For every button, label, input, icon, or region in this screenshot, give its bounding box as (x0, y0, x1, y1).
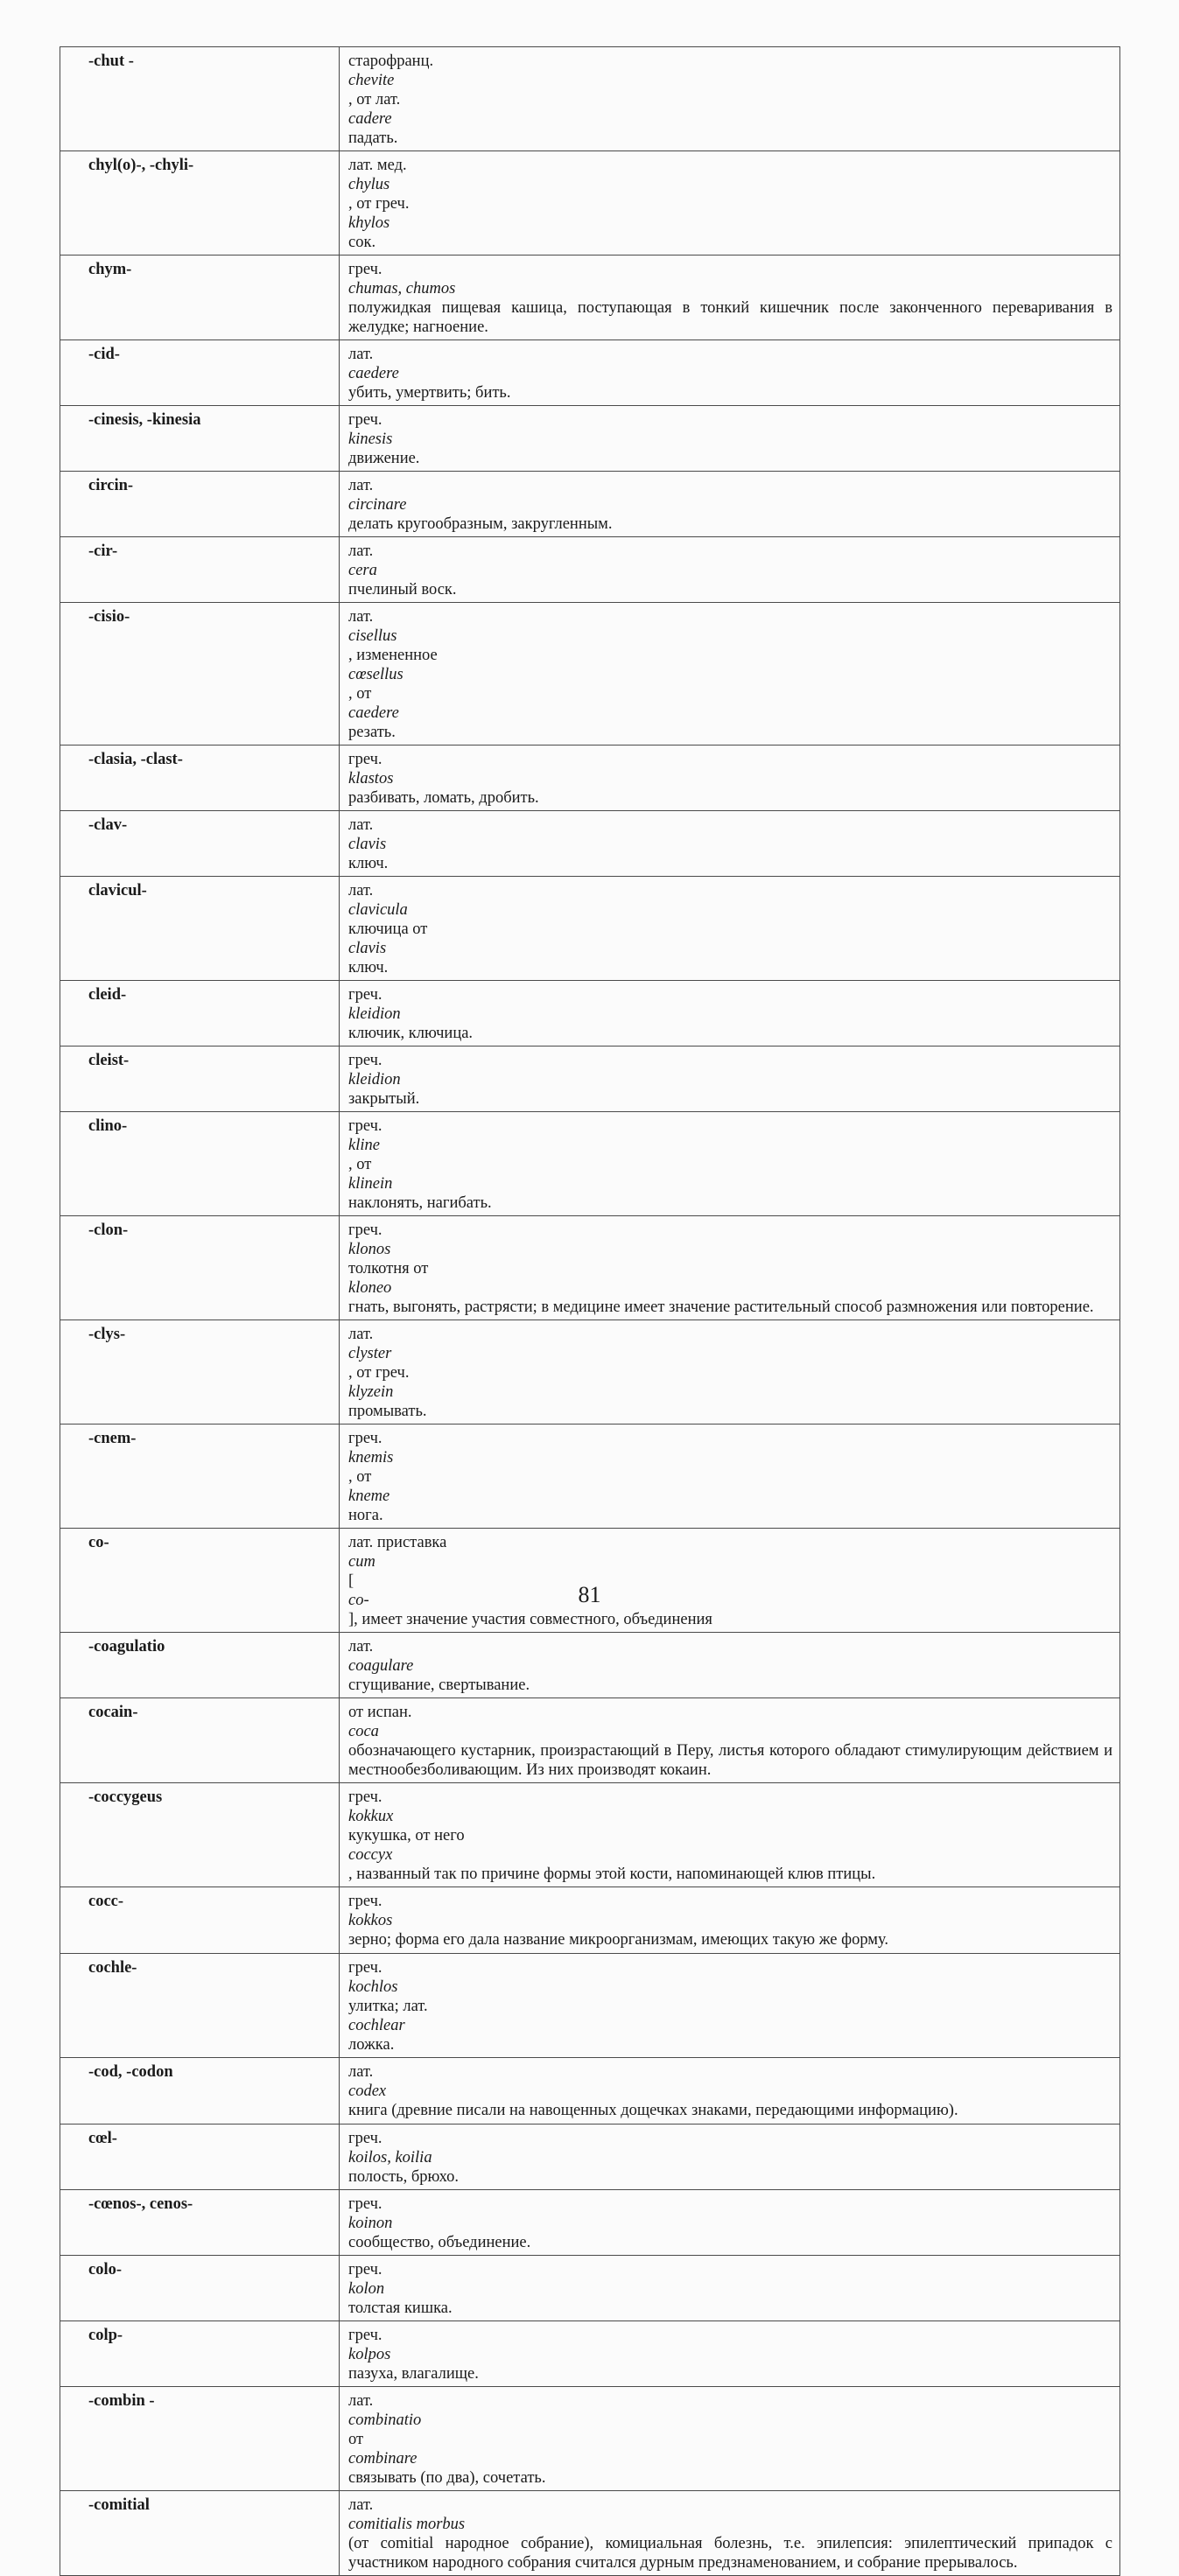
table-row (60, 2058, 1120, 2124)
term-text: chym- (88, 261, 132, 278)
table-row (60, 1046, 1120, 1112)
term-text: -cnem- (88, 1430, 137, 1447)
term-cell (60, 2190, 340, 2256)
definition-cell (340, 1424, 1120, 1529)
definition-cell (340, 1216, 1120, 1320)
table-row (60, 340, 1120, 406)
table-row (60, 472, 1120, 537)
term-text: -clys- (88, 1326, 126, 1343)
definition-segment: убить, умертвить; бить. (348, 384, 511, 402)
definition-cell (340, 47, 1120, 151)
definition-segment: лат. (348, 608, 374, 626)
definition-text (348, 542, 1112, 599)
definition-italic-segment: caedere (348, 704, 399, 722)
term-cell (60, 1112, 340, 1216)
definition-segment: , от греч. (348, 195, 410, 213)
definition-segment: (от comitial народное собрание), комициальная болезнь, т.е. эпилепсия: эпилептический припадок с участником народного собрания считался дурным предзнаменованием, и собрание прерывалось. (348, 2535, 1112, 2572)
term-cell (60, 877, 340, 981)
term-text: -cisio- (88, 608, 130, 626)
table-row (60, 2190, 1120, 2256)
definition-text (348, 1116, 1112, 1213)
definition-segment: греч. (348, 1117, 382, 1135)
definition-segment: греч. (348, 1222, 382, 1239)
definition-text (348, 881, 1112, 977)
term-cell (60, 537, 340, 603)
definition-italic-segment: cisellus (348, 627, 397, 645)
definition-segment: лат. (348, 542, 374, 560)
definition-segment: сгущивание, свертывание. (348, 1676, 530, 1694)
definition-segment: связывать (по два), сочетать. (348, 2469, 546, 2487)
definition-text (348, 1892, 1112, 1950)
definition-text (348, 1533, 1112, 1629)
definition-cell (340, 256, 1120, 340)
term-text: -chut - (88, 52, 134, 70)
definition-segment: кукушка, от него (348, 1827, 465, 1844)
definition-segment: толкотня от (348, 1260, 429, 1278)
table-row (60, 1424, 1120, 1529)
definition-segment: лат. (348, 1326, 374, 1343)
term-cell (60, 981, 340, 1046)
definition-segment: греч. (348, 261, 382, 278)
term-cell (60, 340, 340, 406)
definition-cell (340, 406, 1120, 472)
definition-cell (340, 2190, 1120, 2256)
definition-cell (340, 2387, 1120, 2491)
definition-cell (340, 151, 1120, 256)
definition-segment: полость, брюхо. (348, 2168, 460, 2186)
table-row (60, 1320, 1120, 1424)
term-text: cochle- (88, 1959, 137, 1977)
definition-segment: резать. (348, 724, 396, 741)
definition-italic-segment: chumas, chumos (348, 280, 456, 298)
definition-text (348, 2129, 1112, 2187)
definition-segment: [ (348, 1572, 354, 1590)
definition-italic-segment: klinein (348, 1175, 393, 1193)
definition-cell (340, 472, 1120, 537)
definition-segment: разбивать, ломать, дробить. (348, 789, 539, 807)
dictionary-table (60, 46, 1120, 2576)
definition-cell (340, 603, 1120, 746)
definition-segment: лат. (348, 1638, 374, 1656)
table-row (60, 2256, 1120, 2321)
term-cell (60, 47, 340, 151)
term-text: cleid- (88, 986, 127, 1004)
definition-text (348, 2391, 1112, 2488)
table-row (60, 746, 1120, 811)
definition-segment: закрытый. (348, 1090, 420, 1108)
definition-segment: греч. (348, 2130, 382, 2147)
definition-italic-segment: clavicula (348, 901, 408, 919)
table-row (60, 1633, 1120, 1698)
definition-text (348, 1637, 1112, 1695)
definition-cell (340, 1633, 1120, 1698)
definition-segment: лат. (348, 346, 374, 363)
definition-segment: греч. (348, 986, 382, 1004)
term-cell (60, 1633, 340, 1698)
term-cell (60, 1216, 340, 1320)
table-row (60, 2124, 1120, 2190)
definition-text (348, 816, 1112, 873)
definition-segment: промывать. (348, 1403, 427, 1420)
definition-italic-segment: chevite (348, 72, 395, 89)
table-row (60, 2387, 1120, 2491)
definition-segment: нога. (348, 1507, 383, 1524)
term-cell (60, 746, 340, 811)
term-text: cocc- (88, 1893, 124, 1910)
definition-segment: движение. (348, 450, 420, 467)
term-cell (60, 1887, 340, 1954)
definition-text (348, 260, 1112, 337)
term-cell (60, 2491, 340, 2576)
definition-italic-segment: koinon (348, 2215, 393, 2232)
definition-cell (340, 1529, 1120, 1633)
definition-italic-segment: cœsellus (348, 666, 404, 683)
definition-italic-segment: coccyx (348, 1846, 393, 1864)
definition-text (348, 1429, 1112, 1525)
definition-text (348, 1325, 1112, 1421)
definition-italic-segment: clavis (348, 836, 387, 853)
definition-italic-segment: koilos, koilia (348, 2149, 432, 2166)
definition-cell (340, 981, 1120, 1046)
definition-cell (340, 2321, 1120, 2387)
table-row (60, 1887, 1120, 1954)
definition-segment: лат. (348, 2496, 374, 2514)
definition-italic-segment: combinare (348, 2450, 418, 2468)
table-row (60, 811, 1120, 877)
definition-segment: греч. (348, 2195, 382, 2213)
term-cell (60, 1529, 340, 1633)
definition-segment: лат. приставка (348, 1534, 447, 1551)
dictionary-body (60, 47, 1120, 2576)
term-text: circin- (88, 477, 134, 494)
definition-cell (340, 811, 1120, 877)
definition-segment: лат. мед. (348, 157, 407, 174)
definition-cell (340, 746, 1120, 811)
term-cell (60, 256, 340, 340)
definition-segment: лат. (348, 816, 374, 834)
definition-segment: наклонять, нагибать. (348, 1194, 492, 1212)
definition-segment: пчелиный воск. (348, 581, 457, 598)
definition-text (348, 2062, 1112, 2120)
definition-segment: ключик, ключица. (348, 1025, 474, 1042)
definition-segment: ключ. (348, 959, 389, 976)
definition-segment: греч. (348, 411, 382, 429)
definition-italic-segment: kochlos (348, 1978, 398, 1996)
definition-italic-segment: clyster (348, 1345, 392, 1362)
definition-segment: обозначающего кустарник, произрастающий в Перу, листья которого обладают стимулирующим действием и местнообезболивающим. Из них производят кокаин. (348, 1742, 1112, 1779)
definition-italic-segment: comitialis morbus (348, 2516, 466, 2533)
definition-italic-segment: cochlear (348, 2017, 405, 2034)
definition-text (348, 2496, 1112, 2572)
definition-segment: , от (348, 685, 372, 703)
definition-segment: лат. (348, 2392, 374, 2410)
definition-text (348, 750, 1112, 808)
term-text: -cid- (88, 346, 120, 363)
term-text: -clav- (88, 816, 128, 834)
definition-segment: греч. (348, 1788, 382, 1806)
definition-cell (340, 2256, 1120, 2321)
definition-italic-segment: coagulare (348, 1657, 414, 1675)
definition-italic-segment: circinare (348, 496, 407, 514)
term-text: -cir- (88, 542, 118, 560)
term-cell (60, 472, 340, 537)
definition-italic-segment: kokkos (348, 1912, 393, 1929)
term-text: -clon- (88, 1222, 129, 1239)
definition-segment: лат. (348, 2063, 374, 2081)
term-text: -combin - (88, 2392, 155, 2410)
definition-cell (340, 2058, 1120, 2124)
term-text: -cod, -codon (88, 2063, 173, 2081)
definition-text (348, 1958, 1112, 2054)
definition-italic-segment: cera (348, 562, 377, 579)
definition-segment: пазуха, влагалище. (348, 2365, 479, 2383)
definition-segment: греч. (348, 1430, 382, 1447)
term-cell (60, 151, 340, 256)
definition-segment: гнать, выгонять, растрясти; в медицине имеет значение растительный способ размножения или повторение. (348, 1298, 1094, 1316)
term-cell (60, 1424, 340, 1529)
term-cell (60, 1783, 340, 1887)
term-text: colp- (88, 2327, 123, 2344)
table-row (60, 1698, 1120, 1783)
definition-segment: , от (348, 1468, 372, 1486)
definition-segment: лат. (348, 882, 374, 900)
definition-italic-segment: khylos (348, 214, 390, 232)
definition-text (348, 2194, 1112, 2252)
term-cell (60, 2058, 340, 2124)
definition-cell (340, 537, 1120, 603)
table-row (60, 603, 1120, 746)
definition-segment: , измененное (348, 647, 438, 664)
definition-italic-segment: combinatio (348, 2412, 422, 2429)
definition-text (348, 52, 1112, 148)
definition-text (348, 1788, 1112, 1884)
definition-italic-segment: caedere (348, 365, 399, 382)
term-cell (60, 1320, 340, 1424)
definition-italic-segment: kleidion (348, 1071, 401, 1088)
definition-text (348, 985, 1112, 1043)
term-text: clavicul- (88, 882, 147, 900)
definition-italic-segment: kleidion (348, 1005, 401, 1023)
table-row (60, 1216, 1120, 1320)
term-cell (60, 1954, 340, 2058)
definition-cell (340, 1112, 1120, 1216)
table-row (60, 2321, 1120, 2387)
definition-cell (340, 1783, 1120, 1887)
definition-segment: греч. (348, 2327, 382, 2344)
definition-text (348, 410, 1112, 468)
definition-segment: лат. (348, 477, 374, 494)
table-row (60, 256, 1120, 340)
definition-segment: греч. (348, 2261, 382, 2278)
term-cell (60, 1046, 340, 1112)
table-row (60, 151, 1120, 256)
definition-segment: греч. (348, 1893, 382, 1910)
term-text: -cœnos-, cenos- (88, 2195, 193, 2213)
definition-cell (340, 1046, 1120, 1112)
table-row (60, 1954, 1120, 2058)
definition-italic-segment: kloneo (348, 1279, 392, 1297)
term-text: cocain- (88, 1704, 138, 1721)
term-text: colo- (88, 2261, 123, 2278)
definition-segment: делать кругообразным, закругленным. (348, 515, 613, 533)
definition-segment: ], имеет значение участия совместного, объединения (348, 1611, 712, 1628)
term-cell (60, 2256, 340, 2321)
definition-italic-segment: klyzein (348, 1383, 394, 1401)
definition-italic-segment: kinesis (348, 430, 393, 448)
definition-text (348, 1221, 1112, 1317)
table-row (60, 877, 1120, 981)
definition-text (348, 345, 1112, 402)
definition-cell (340, 2124, 1120, 2190)
definition-cell (340, 2491, 1120, 2576)
definition-cell (340, 1887, 1120, 1954)
table-row (60, 1783, 1120, 1887)
definition-segment: падать. (348, 130, 398, 147)
definition-italic-segment: cadere (348, 110, 392, 128)
definition-text (348, 476, 1112, 534)
term-text: clino- (88, 1117, 128, 1135)
definition-text (348, 1703, 1112, 1780)
definition-italic-segment: kneme (348, 1488, 390, 1505)
term-cell (60, 2387, 340, 2491)
definition-segment: греч. (348, 1959, 382, 1977)
definition-segment: улитка; лат. (348, 1998, 428, 2015)
definition-italic-segment: knemis (348, 1449, 394, 1466)
definition-italic-segment: klastos (348, 770, 394, 788)
term-text: cleist- (88, 1052, 130, 1069)
definition-italic-segment: cum (348, 1553, 375, 1571)
term-text: co- (88, 1534, 109, 1551)
table-row (60, 1112, 1120, 1216)
term-text: -coccygeus (88, 1788, 163, 1806)
term-text: -clasia, -clast- (88, 751, 183, 768)
term-text: -coagulatio (88, 1638, 165, 1656)
definition-segment: ложка. (348, 2036, 395, 2054)
definition-segment: от испан. (348, 1704, 412, 1721)
definition-cell (340, 1954, 1120, 2058)
definition-italic-segment: co- (348, 1592, 369, 1609)
definition-italic-segment: kolon (348, 2280, 385, 2298)
table-row (60, 1529, 1120, 1633)
definition-italic-segment: codex (348, 2082, 387, 2100)
definition-italic-segment: chylus (348, 176, 390, 193)
definition-text (348, 2326, 1112, 2384)
definition-segment: сок. (348, 234, 376, 251)
table-row (60, 2491, 1120, 2576)
definition-cell (340, 877, 1120, 981)
definition-italic-segment: kline (348, 1137, 380, 1154)
definition-italic-segment: coca (348, 1723, 379, 1740)
term-text: -cinesis, -kinesia (88, 411, 201, 429)
term-cell (60, 811, 340, 877)
table-row (60, 981, 1120, 1046)
definition-segment: зерно; форма его дала название микроорганизмам, имеющих такую же форму. (348, 1931, 889, 1949)
table-row (60, 537, 1120, 603)
table-row (60, 406, 1120, 472)
definition-cell (340, 1698, 1120, 1783)
definition-segment: , от (348, 1156, 372, 1173)
definition-italic-segment: kolpos (348, 2346, 391, 2363)
definition-segment: греч. (348, 751, 382, 768)
definition-italic-segment: klonos (348, 1241, 391, 1258)
definition-text (348, 156, 1112, 252)
definition-italic-segment: kokkux (348, 1808, 394, 1825)
definition-segment: , названный так по причине формы этой кости, напоминающей клюв птицы. (348, 1866, 876, 1883)
definition-text (348, 607, 1112, 742)
term-text: chyl(o)-, -chyli- (88, 157, 194, 174)
term-cell (60, 1698, 340, 1783)
definition-segment: , от лат. (348, 91, 401, 108)
term-cell (60, 406, 340, 472)
term-text: cœl- (88, 2130, 117, 2147)
definition-segment: сообщество, объединение. (348, 2234, 531, 2251)
definition-cell (340, 340, 1120, 406)
definition-segment: ключица от (348, 920, 428, 938)
definition-segment: греч. (348, 1052, 382, 1069)
table-row (60, 47, 1120, 151)
definition-italic-segment: clavis (348, 940, 387, 957)
definition-text (348, 1051, 1112, 1109)
definition-segment: ключ. (348, 855, 389, 872)
definition-segment: книга (древние писали на навощенных дощечках знаками, передающими информацию). (348, 2102, 958, 2119)
definition-segment: от (348, 2431, 364, 2448)
definition-segment: полужидкая пищевая кашица, поступающая в тонкий кишечник после законченного переваривания в желудке; нагноение. (348, 299, 1112, 336)
term-cell (60, 2321, 340, 2387)
definition-segment: , от греч. (348, 1364, 410, 1382)
definition-cell (340, 1320, 1120, 1424)
definition-text (348, 2260, 1112, 2318)
term-cell (60, 603, 340, 746)
term-text: -comitial (88, 2496, 150, 2514)
definition-segment: толстая кишка. (348, 2300, 453, 2317)
definition-segment: старофранц. (348, 52, 434, 70)
term-cell (60, 2124, 340, 2190)
page-number: 81 (578, 1582, 601, 1607)
